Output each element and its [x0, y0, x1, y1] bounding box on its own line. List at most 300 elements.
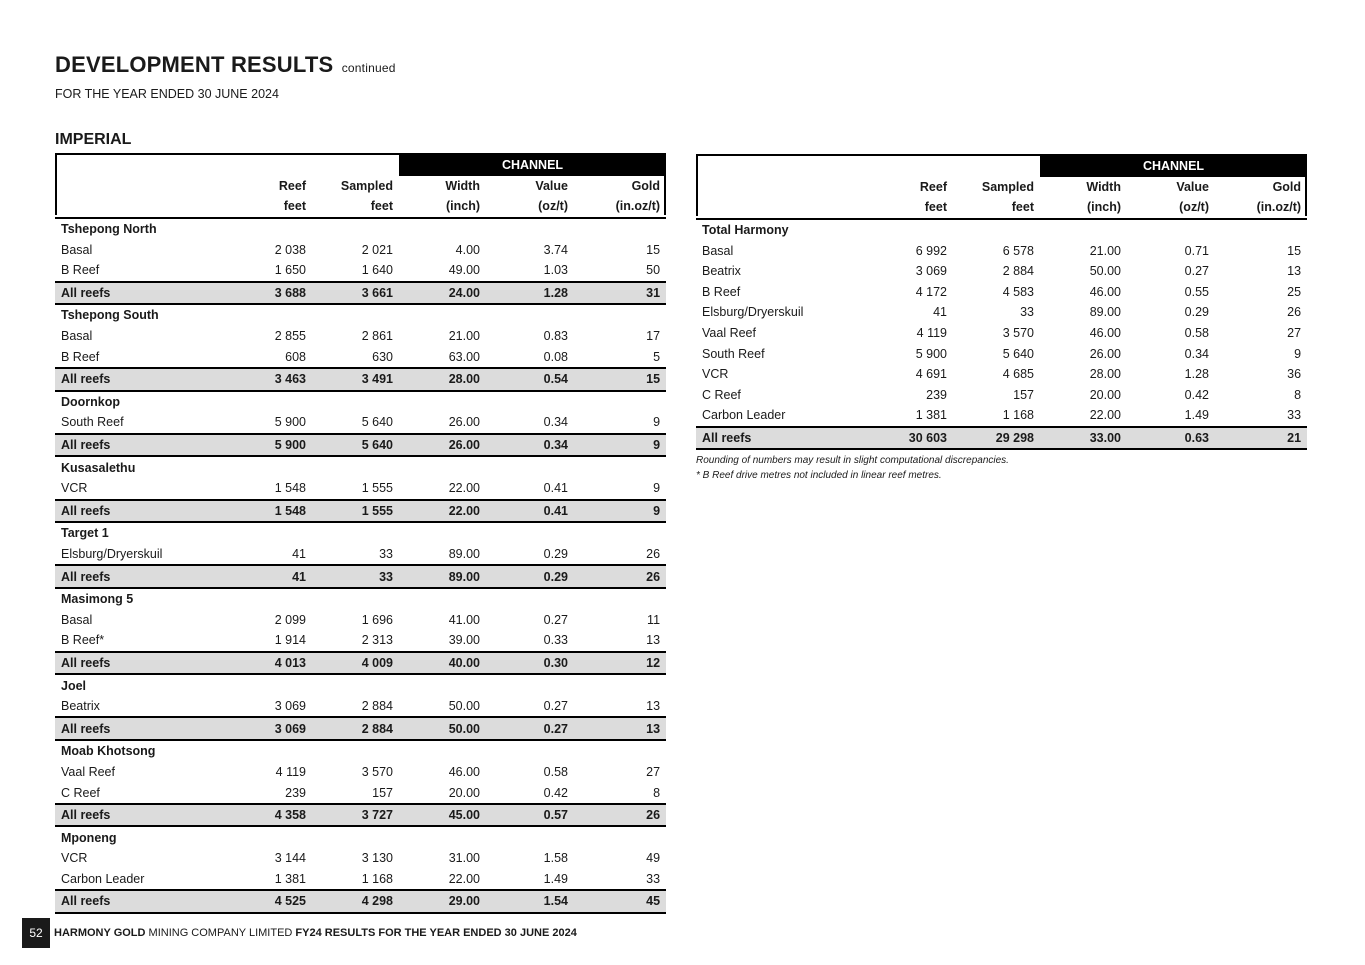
column-header-reef: Reef [919, 179, 947, 194]
total-label: All reefs [55, 804, 225, 827]
total-sampled: 3 727 [312, 804, 399, 827]
group-name: Total Harmony [702, 223, 789, 238]
group-row [55, 740, 666, 762]
table-row [55, 239, 666, 260]
cell-width: 49.00 [448, 263, 480, 278]
development-results-table-left [55, 153, 666, 914]
cell-feet: 6 992 [915, 243, 947, 258]
total-label: All reefs [55, 565, 225, 588]
cell-sampled: 2 861 [361, 329, 393, 344]
column-header-width: (inch) [399, 196, 486, 218]
total-feet: 4 013 [225, 652, 312, 675]
channel-header: CHANNEL [1040, 155, 1307, 177]
cell-value: 1.03 [543, 263, 568, 278]
cell-gold: 8 [1294, 387, 1302, 402]
table-row [55, 762, 666, 783]
group-row [55, 826, 666, 848]
cell-feet: 41 [292, 546, 306, 561]
total-sampled: 1 555 [312, 500, 399, 523]
total-label: All reefs [55, 434, 225, 457]
cell-feet: 3 069 [274, 699, 306, 714]
total-gold: 9 [574, 500, 666, 523]
cell-width: 28.00 [1089, 367, 1121, 382]
group-name: Joel [61, 678, 87, 693]
cell-width: 22.00 [448, 481, 480, 496]
total-row [55, 717, 666, 740]
header-channel-row [55, 154, 666, 176]
cell-width: 46.00 [1089, 326, 1121, 341]
cell-value: 0.29 [1184, 305, 1209, 320]
reef-name: South Reef [702, 346, 765, 361]
column-header-sampled: Sampled [340, 178, 393, 193]
column-header-row [55, 176, 666, 197]
cell-value: 0.41 [543, 481, 568, 496]
total-feet: 3 688 [225, 282, 312, 305]
column-header-gold: Gold [1272, 179, 1302, 194]
total-feet: 5 900 [225, 434, 312, 457]
footer-report: FY24 RESULTS FOR THE YEAR ENDED 30 JUNE 2024 [295, 927, 577, 939]
cell-feet: 3 144 [274, 851, 306, 866]
cell-sampled: 5 640 [361, 415, 393, 430]
cell-gold: 8 [653, 785, 661, 800]
cell-gold: 17 [646, 329, 661, 344]
total-width: 45.00 [399, 804, 486, 827]
cell-feet: 3 069 [915, 264, 947, 279]
table-row [696, 323, 1307, 344]
table-row [55, 696, 666, 718]
total-label: All reefs [696, 427, 866, 450]
reef-name: C Reef [61, 785, 100, 800]
group-name: Mponeng [61, 830, 117, 845]
group-row [55, 588, 666, 610]
total-row [696, 427, 1307, 450]
group-row [55, 218, 666, 240]
reef-name: Basal [702, 243, 734, 258]
reef-name: B Reef* [61, 633, 105, 648]
cell-value: 1.49 [1184, 408, 1209, 423]
cell-sampled: 1 696 [361, 612, 393, 627]
cell-width: 26.00 [448, 415, 480, 430]
column-header-width: Width [445, 178, 480, 193]
column-header-value: (oz/t) [486, 196, 574, 218]
table-row [696, 343, 1307, 364]
total-feet: 4 358 [225, 804, 312, 827]
cell-value: 0.34 [1184, 346, 1209, 361]
total-row [55, 434, 666, 457]
cell-width: 46.00 [1089, 284, 1121, 299]
cell-width: 63.00 [448, 349, 480, 364]
column-header-gold: (in.oz/t) [574, 196, 666, 218]
reef-name: B Reef [61, 349, 100, 364]
cell-sampled: 1 640 [361, 263, 393, 278]
cell-sampled: 4 583 [1002, 284, 1034, 299]
cell-value: 0.42 [1184, 387, 1209, 402]
cell-value: 1.58 [543, 851, 568, 866]
cell-gold: 25 [1287, 284, 1302, 299]
cell-feet: 4 119 [275, 764, 306, 779]
table-row [696, 302, 1307, 323]
total-row [55, 368, 666, 391]
total-sampled: 5 640 [312, 434, 399, 457]
total-feet: 3 463 [225, 368, 312, 391]
reef-name: Elsburg/Dryerskuil [702, 305, 804, 320]
total-width: 26.00 [399, 434, 486, 457]
column-header-reef: Reef [278, 178, 306, 193]
cell-feet: 2 099 [274, 612, 306, 627]
total-gold: 13 [574, 717, 666, 740]
cell-value: 0.27 [1184, 264, 1209, 279]
table-row [55, 869, 666, 891]
cell-sampled: 33 [1020, 305, 1034, 320]
column-header-reef: feet [225, 196, 312, 218]
cell-sampled: 5 640 [1002, 346, 1034, 361]
cell-feet: 239 [926, 387, 947, 402]
table-row [696, 261, 1307, 282]
total-gold: 9 [574, 434, 666, 457]
cell-sampled: 33 [379, 546, 393, 561]
cell-feet: 2 855 [274, 329, 306, 344]
cell-feet: 5 900 [915, 346, 947, 361]
column-header-gold: Gold [631, 178, 661, 193]
table-row [55, 326, 666, 347]
total-gold: 21 [1215, 427, 1307, 450]
group-row [55, 522, 666, 544]
cell-gold: 9 [653, 415, 661, 430]
group-row [696, 219, 1307, 241]
column-header-value: Value [535, 178, 568, 193]
total-row [55, 565, 666, 588]
cell-value: 0.58 [1184, 326, 1209, 341]
column-header-value: (oz/t) [1127, 197, 1215, 219]
cell-width: 4.00 [455, 242, 480, 257]
reef-name: Beatrix [61, 699, 100, 714]
total-sampled: 29 298 [953, 427, 1040, 450]
cell-value: 0.55 [1184, 284, 1209, 299]
cell-width: 89.00 [1089, 305, 1121, 320]
table-row [696, 240, 1307, 261]
total-width: 28.00 [399, 368, 486, 391]
page-footer [22, 918, 577, 948]
total-width: 33.00 [1040, 427, 1127, 450]
group-name: Kusasalethu [61, 460, 136, 475]
group-name: Tshepong South [61, 308, 159, 323]
cell-gold: 9 [653, 481, 661, 496]
cell-gold: 13 [646, 633, 661, 648]
column-header-row [696, 177, 1307, 198]
total-value: 0.30 [486, 652, 574, 675]
column-header-row [696, 197, 1307, 219]
cell-value: 0.27 [543, 699, 568, 714]
table-row [55, 346, 666, 368]
total-feet: 4 525 [225, 890, 312, 913]
column-header-reef: feet [866, 197, 953, 219]
cell-sampled: 2 884 [1002, 264, 1034, 279]
cell-value: 0.83 [543, 329, 568, 344]
cell-sampled: 2 313 [361, 633, 393, 648]
total-value: 1.28 [486, 282, 574, 305]
cell-width: 20.00 [1089, 387, 1121, 402]
column-header-width: Width [1086, 179, 1121, 194]
total-value: 0.34 [486, 434, 574, 457]
cell-value: 0.33 [543, 633, 568, 648]
reef-name: Basal [61, 612, 93, 627]
group-name: Doornkop [61, 394, 121, 409]
reef-name: Carbon Leader [61, 871, 145, 886]
total-sampled: 4 298 [312, 890, 399, 913]
column-header-sampled: feet [953, 197, 1040, 219]
total-label: All reefs [55, 652, 225, 675]
total-value: 0.54 [486, 368, 574, 391]
reef-name: Beatrix [702, 264, 741, 279]
column-header-sampled: feet [312, 196, 399, 218]
total-sampled: 4 009 [312, 652, 399, 675]
table-row [696, 282, 1307, 303]
cell-feet: 4 172 [915, 284, 947, 299]
cell-feet: 2 038 [274, 242, 306, 257]
cell-feet: 1 914 [274, 633, 306, 648]
cell-sampled: 3 130 [361, 851, 393, 866]
cell-feet: 1 650 [274, 263, 306, 278]
table-row [696, 405, 1307, 427]
cell-feet: 1 548 [274, 481, 306, 496]
header-blank [55, 196, 225, 218]
footer-company-bold: HARMONY GOLD [54, 927, 146, 939]
cell-feet: 41 [933, 305, 947, 320]
cell-width: 21.00 [448, 329, 480, 344]
table-row [55, 478, 666, 500]
total-gold: 45 [574, 890, 666, 913]
cell-gold: 15 [646, 242, 661, 257]
total-row [55, 652, 666, 675]
cell-feet: 1 381 [274, 871, 306, 886]
total-feet: 41 [225, 565, 312, 588]
cell-width: 50.00 [448, 699, 480, 714]
reef-name: VCR [61, 481, 88, 496]
table-row [55, 412, 666, 434]
cell-value: 3.74 [543, 242, 568, 257]
footer-company-rest: MINING COMPANY LIMITED [148, 927, 293, 939]
page-number: 52 [22, 918, 50, 948]
cell-gold: 11 [647, 612, 661, 627]
column-header-value: Value [1176, 179, 1209, 194]
table-row [55, 609, 666, 630]
table-row [696, 364, 1307, 385]
total-gold: 12 [574, 652, 666, 675]
footnote-b-reef: * B Reef drive metres not included in linear reef metres. [696, 470, 942, 481]
section-heading: IMPERIAL [55, 131, 132, 148]
cell-gold: 33 [646, 871, 661, 886]
cell-sampled: 6 578 [1002, 243, 1034, 258]
header-blank [696, 155, 1040, 177]
header-blank [696, 177, 866, 198]
cell-value: 1.49 [543, 871, 568, 886]
page-title-suffix: continued [341, 61, 396, 75]
header-blank [696, 197, 866, 219]
cell-gold: 26 [1287, 305, 1302, 320]
cell-sampled: 3 570 [1002, 326, 1034, 341]
reef-name: Carbon Leader [702, 408, 786, 423]
table-row [55, 260, 666, 282]
cell-sampled: 630 [372, 349, 393, 364]
total-value: 0.41 [486, 500, 574, 523]
total-width: 24.00 [399, 282, 486, 305]
total-row [55, 890, 666, 913]
table-row [55, 630, 666, 652]
cell-feet: 608 [285, 349, 306, 364]
column-header-row [55, 196, 666, 218]
group-row [55, 304, 666, 326]
cell-feet: 4 691 [915, 367, 947, 382]
total-label: All reefs [55, 717, 225, 740]
cell-gold: 13 [646, 699, 661, 714]
total-value: 0.63 [1127, 427, 1215, 450]
total-feet: 3 069 [225, 717, 312, 740]
table-row [55, 544, 666, 566]
total-gold: 31 [574, 282, 666, 305]
rounding-note: Rounding of numbers may result in slight computational discrepancies. [696, 455, 1009, 466]
total-value: 0.29 [486, 565, 574, 588]
total-label: All reefs [55, 282, 225, 305]
group-row [55, 456, 666, 478]
channel-header: CHANNEL [399, 154, 666, 176]
reef-name: VCR [61, 851, 88, 866]
page-title [55, 52, 396, 78]
cell-gold: 9 [1294, 346, 1302, 361]
cell-width: 22.00 [448, 871, 480, 886]
cell-gold: 33 [1287, 408, 1302, 423]
cell-sampled: 157 [372, 785, 393, 800]
cell-width: 89.00 [448, 546, 480, 561]
header-blank [55, 154, 399, 176]
reef-name: C Reef [702, 387, 741, 402]
group-row [55, 674, 666, 696]
cell-gold: 36 [1287, 367, 1302, 382]
total-width: 40.00 [399, 652, 486, 675]
total-label: All reefs [55, 500, 225, 523]
header-channel-row [696, 155, 1307, 177]
total-sampled: 3 661 [312, 282, 399, 305]
reef-name: Vaal Reef [702, 326, 756, 341]
total-sampled: 33 [312, 565, 399, 588]
cell-sampled: 2 884 [361, 699, 393, 714]
group-name: Tshepong North [61, 222, 157, 237]
cell-value: 0.34 [543, 415, 568, 430]
reef-name: B Reef [61, 263, 100, 278]
development-results-table-right [696, 154, 1307, 450]
cell-width: 22.00 [1089, 408, 1121, 423]
cell-feet: 4 119 [916, 326, 947, 341]
cell-sampled: 157 [1013, 387, 1034, 402]
cell-value: 0.71 [1184, 243, 1209, 258]
total-feet: 1 548 [225, 500, 312, 523]
cell-sampled: 1 168 [361, 871, 393, 886]
total-width: 50.00 [399, 717, 486, 740]
cell-width: 26.00 [1089, 346, 1121, 361]
cell-gold: 50 [646, 263, 661, 278]
total-row [55, 500, 666, 523]
reef-name: Vaal Reef [61, 764, 115, 779]
total-width: 22.00 [399, 500, 486, 523]
cell-width: 39.00 [448, 633, 480, 648]
cell-width: 50.00 [1089, 264, 1121, 279]
cell-value: 0.29 [543, 546, 568, 561]
reef-name: VCR [702, 367, 729, 382]
table-row [696, 385, 1307, 406]
table-row [55, 848, 666, 869]
cell-sampled: 1 168 [1002, 408, 1034, 423]
cell-width: 41.00 [448, 612, 480, 627]
total-label: All reefs [55, 890, 225, 913]
reef-name: Basal [61, 329, 93, 344]
cell-feet: 5 900 [274, 415, 306, 430]
column-header-sampled: Sampled [981, 179, 1034, 194]
cell-gold: 27 [646, 764, 661, 779]
cell-sampled: 3 570 [361, 764, 393, 779]
footer-text [54, 927, 577, 939]
total-sampled: 2 884 [312, 717, 399, 740]
total-gold: 15 [574, 368, 666, 391]
cell-value: 0.42 [543, 785, 568, 800]
cell-sampled: 4 685 [1002, 367, 1034, 382]
cell-feet: 1 381 [915, 408, 947, 423]
reef-name: B Reef [702, 284, 741, 299]
total-value: 0.57 [486, 804, 574, 827]
cell-gold: 26 [646, 546, 661, 561]
group-name: Masimong 5 [61, 592, 134, 607]
table-row [55, 782, 666, 804]
cell-width: 21.00 [1089, 243, 1121, 258]
cell-width: 31.00 [448, 851, 480, 866]
total-row [55, 282, 666, 305]
reef-name: South Reef [61, 415, 124, 430]
cell-gold: 5 [653, 349, 661, 364]
cell-sampled: 1 555 [361, 481, 393, 496]
cell-sampled: 2 021 [361, 242, 393, 257]
cell-value: 1.28 [1184, 367, 1209, 382]
cell-value: 0.08 [543, 349, 568, 364]
cell-value: 0.27 [543, 612, 568, 627]
cell-value: 0.58 [543, 764, 568, 779]
total-gold: 26 [574, 565, 666, 588]
total-sampled: 3 491 [312, 368, 399, 391]
cell-gold: 49 [646, 851, 661, 866]
page-title-text: DEVELOPMENT RESULTS [55, 52, 334, 77]
group-name: Moab Khotsong [61, 744, 156, 759]
total-width: 89.00 [399, 565, 486, 588]
cell-width: 46.00 [448, 764, 480, 779]
column-header-width: (inch) [1040, 197, 1127, 219]
group-name: Target 1 [61, 526, 109, 541]
cell-width: 20.00 [448, 785, 480, 800]
total-label: All reefs [55, 368, 225, 391]
cell-gold: 13 [1287, 264, 1302, 279]
total-feet: 30 603 [866, 427, 953, 450]
column-header-gold: (in.oz/t) [1215, 197, 1307, 219]
total-width: 29.00 [399, 890, 486, 913]
header-blank [55, 176, 225, 197]
cell-gold: 27 [1287, 326, 1302, 341]
total-row [55, 804, 666, 827]
cell-gold: 15 [1287, 243, 1302, 258]
group-row [55, 391, 666, 413]
total-value: 1.54 [486, 890, 574, 913]
total-value: 0.27 [486, 717, 574, 740]
reef-name: Elsburg/Dryerskuil [61, 546, 163, 561]
cell-feet: 239 [285, 785, 306, 800]
page-subtitle: FOR THE YEAR ENDED 30 JUNE 2024 [55, 87, 279, 101]
reef-name: Basal [61, 242, 93, 257]
total-gold: 26 [574, 804, 666, 827]
